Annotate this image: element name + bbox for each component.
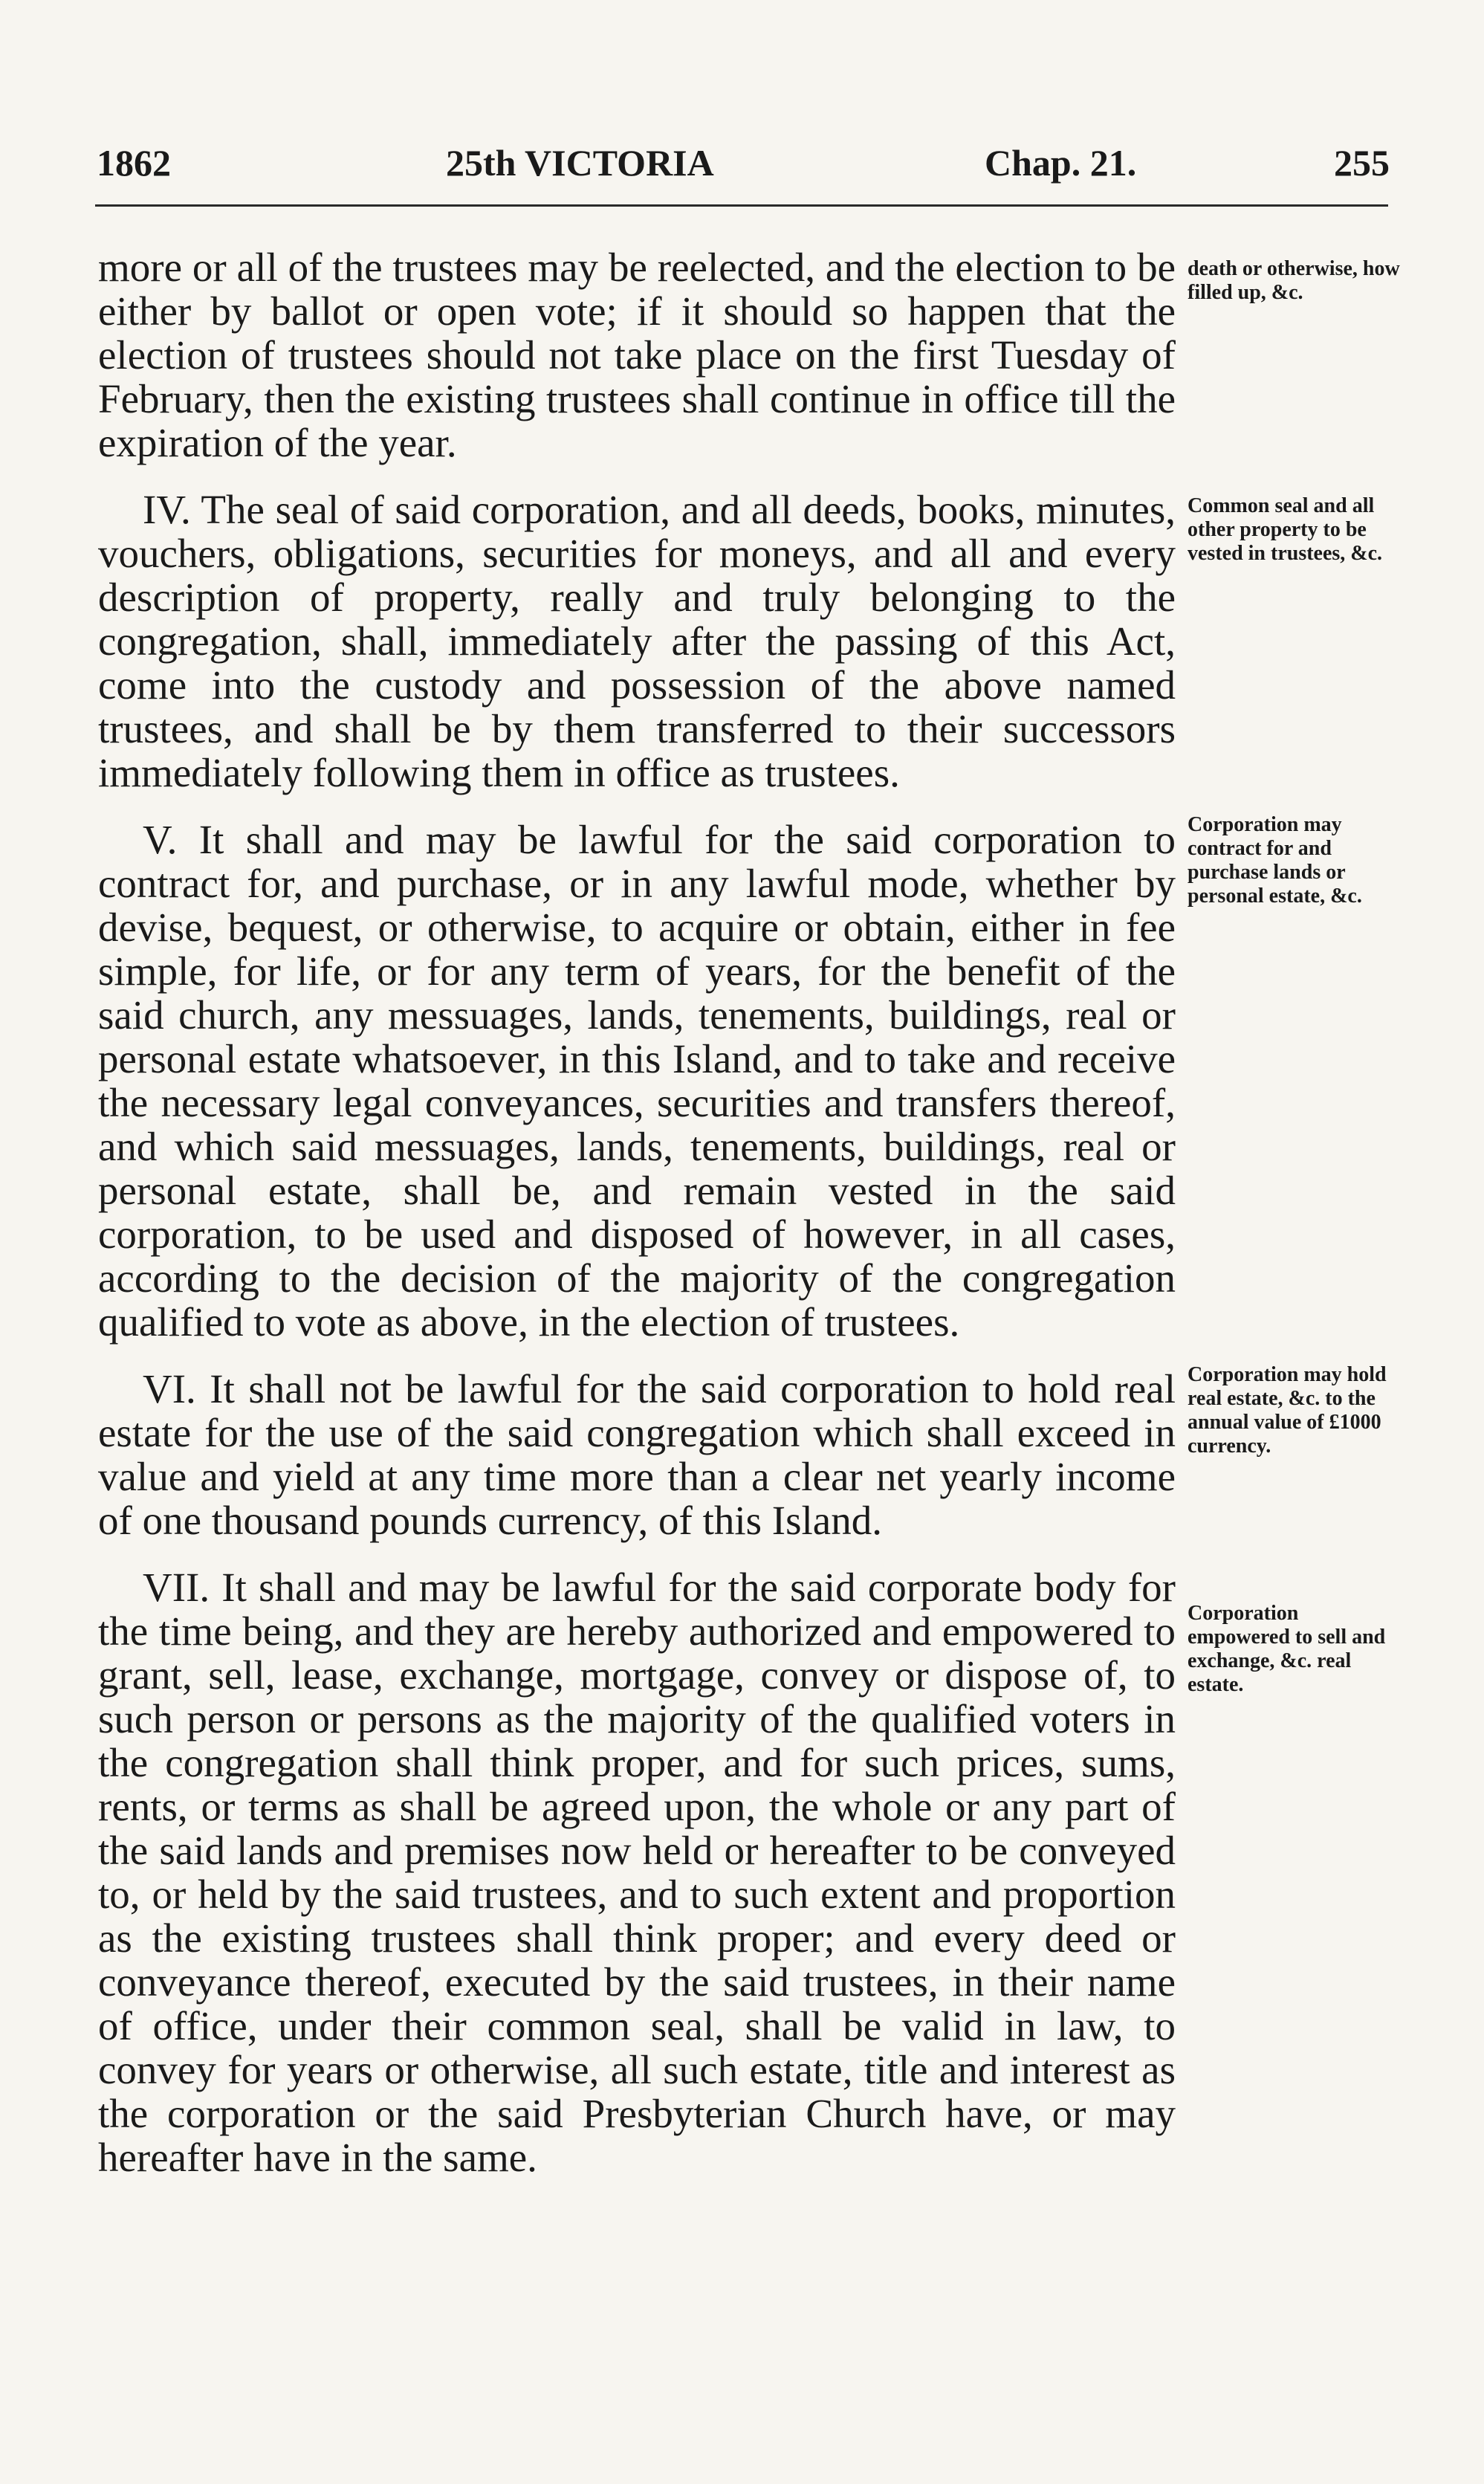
section-vi: VI. It shall not be lawful for the said corporation to hold real estate for the use of the said congregation which shall exceed in value and yield at any time more than a clear net yearly income of one thousand pounds currency, of this Island. [98,1366,1176,1543]
margin-note-hold-real-estate: Corporation may hold real estate, &c. to the annual value of £1000 currency. [1187,1363,1387,1458]
margin-note-contract: Corporation may contract for and purchase lands or personal estate, &c. [1187,813,1362,908]
margin-note-sell-exchange: Corporation empowered to sell and exchange, &c. real estate. [1187,1602,1386,1696]
section-vii: VII. It shall and may be lawful for the said corporate body for the time being, and they are hereby authorized and empowered to grant, sell, lease, exchange, mortgage, convey or dispose of, to such person or persons as the majority of the qualified voters in the congregation shall think proper, and for such prices, sums, rents, or terms as shall be agreed upon, the whole or any part of the said lands and premises now held or hereafter to be conveyed to, or held by the said trustees, and to such extent and proportion as the existing trustees shall think proper; and every deed or conveyance thereof, executed by the said trustees, in their name of office, under their common seal, shall be valid in law, to convey for years or otherwise, all such estate, title and interest as the corporation or the said Presbyterian Church have, or may hereafter have in the same. [98,1565,1176,2180]
margin-note-common-seal: Common seal and all other property to be vested in trustees, &c. [1187,494,1383,565]
margin-note-election: death or otherwise, how filled up, &c. [1187,257,1400,304]
section-iv: IV. The seal of said corporation, and all deeds, books, minutes, vouchers, obligations, securities for moneys, and all and every description of property, really and truly belonging to the congregation, shall, immediately after the passing of this Act, come into the custody and possession of the above named trustees, and shall be by them transferred to their successors immediately following them in office as trustees. [98,487,1176,795]
section-v: V. It shall and may be lawful for the said corporation to contract for, and purchase, or in any lawful mode, whether by devise, bequest, or otherwise, to acquire or obtain, either in fee simple, for life, or for any term of years, for the benefit of the said church, any messuages, lands, tenements, buildings, real or personal estate whatsoever, in this Island, and to take and receive the necessary legal conveyances, securities and transfers thereof, and which said messuages, lands, tenements, buildings, real or personal estate, shall be, and remain vested in the said corporation, to be used and disposed of however, in all cases, according to the decision of the majority of the congregation qualified to vote as above, in the election of trustees. [98,817,1176,1345]
header-chapter: Chap. 21. [985,142,1137,184]
header-year: 1862 [97,142,171,184]
header-title: 25th VICTORIA [446,142,714,184]
page-number: 255 [1334,142,1390,184]
header-rule [95,204,1388,207]
main-text [98,245,1176,2202]
paragraph-continuation: more or all of the trustees may be reelected, and the election to be either by ballot or open vote; if it should so happen that the election of trustees should not take place on the first Tuesday of February, then the existing trustees shall continue in office till the expiration of the year. [98,245,1176,465]
running-header [97,141,1390,208]
